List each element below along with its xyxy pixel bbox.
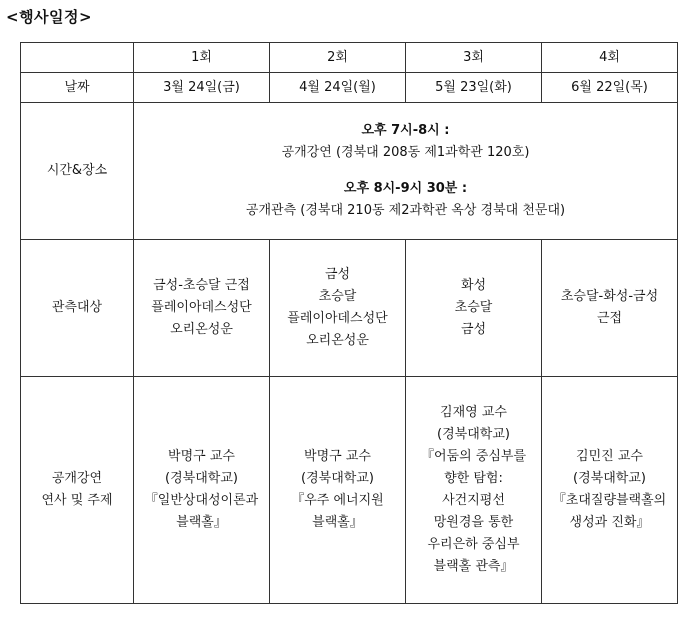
target-line: 오리온성운 [306, 333, 369, 348]
lecture-cell-4 [542, 377, 678, 604]
speaker-name: 김민진 교수 [576, 449, 643, 464]
speaker-name: 박명구 교수 [168, 449, 235, 464]
lecture-topic-line: 『어둠의 중심부를 [420, 449, 527, 464]
header-cell-round-2: 2회 [270, 43, 406, 73]
lecture-label-line1: 공개강연 [51, 471, 103, 486]
header-cell-empty [21, 43, 134, 73]
lecture-topic-line: 블랙홀』 [176, 515, 227, 530]
row-label-targets: 관측대상 [21, 240, 134, 377]
target-line: 금성 [460, 322, 487, 337]
targets-row [21, 240, 678, 377]
header-cell-round-3: 3회 [406, 43, 542, 73]
row-label-time-place: 시간&장소 [21, 103, 134, 240]
lecture-topic-line: 『초대질량블랙홀의 [552, 493, 667, 508]
targets-cell-1 [134, 240, 270, 377]
target-line: 초승달-화성-금성 [560, 289, 659, 304]
target-line: 화성 [460, 278, 487, 293]
target-line: 금성 [324, 267, 351, 282]
time-place-row [21, 103, 678, 240]
lecture-topic-line: 생성과 진화』 [569, 515, 650, 530]
date-cell-2: 4월 24일(월) [270, 73, 406, 103]
lecture-place: 공개강연 (경북대 208동 제1과학관 120호) [281, 145, 530, 160]
lecture-topic-line: 사건지평선 [442, 493, 505, 508]
date-cell-3: 5월 23일(화) [406, 73, 542, 103]
lecture-cell-2 [270, 377, 406, 604]
header-cell-round-1: 1회 [134, 43, 270, 73]
date-row [21, 73, 678, 103]
target-line: 초승달 [454, 300, 493, 315]
target-line: 초승달 [318, 289, 357, 304]
target-line: 오리온성운 [170, 322, 233, 337]
date-cell-4: 6월 22일(목) [542, 73, 678, 103]
speaker-affiliation: (경북대학교) [437, 427, 510, 442]
target-line: 근접 [596, 311, 623, 326]
lecture-cell-1 [134, 377, 270, 604]
lecture-topic-line: 블랙홀』 [312, 515, 363, 530]
page-title: <행사일정> [6, 8, 93, 26]
targets-cell-3 [406, 240, 542, 377]
targets-cell-2 [270, 240, 406, 377]
lecture-topic-line: 우리은하 중심부 [427, 537, 520, 552]
header-cell-round-4: 4회 [542, 43, 678, 73]
date-cell-1: 3월 24일(금) [134, 73, 270, 103]
speaker-affiliation: (경북대학교) [573, 471, 646, 486]
lecture-row [21, 377, 678, 604]
target-line: 플레이아데스성단 [151, 300, 252, 315]
lecture-topic-line: 향한 탐험: [444, 471, 503, 486]
speaker-affiliation: (경북대학교) [301, 471, 374, 486]
row-label-date: 날짜 [21, 73, 134, 103]
target-line: 플레이아데스성단 [287, 311, 388, 326]
target-line: 금성-초승달 근접 [153, 278, 250, 293]
schedule-table [20, 42, 678, 604]
targets-cell-4 [542, 240, 678, 377]
lecture-label-line2: 연사 및 주제 [41, 493, 113, 508]
observation-place: 공개관측 (경북대 210동 제2과학관 옥상 경북대 천문대) [245, 203, 566, 218]
lecture-topic-line: 망원경을 통한 [433, 515, 514, 530]
header-row [21, 43, 678, 73]
speaker-affiliation: (경북대학교) [165, 471, 238, 486]
speaker-name: 김재영 교수 [440, 405, 507, 420]
lecture-time: 오후 7시-8시 : [361, 123, 450, 138]
time-place-cell [134, 103, 678, 240]
lecture-topic-line: 『일반상대성이론과 [144, 493, 259, 508]
lecture-cell-3 [406, 377, 542, 604]
lecture-topic-line: 『우주 에너지원 [291, 493, 384, 508]
row-label-lecture [21, 377, 134, 604]
speaker-name: 박명구 교수 [304, 449, 371, 464]
lecture-topic-line: 블랙홀 관측』 [433, 559, 514, 574]
observation-time: 오후 8시-9시 30분 : [343, 181, 468, 196]
